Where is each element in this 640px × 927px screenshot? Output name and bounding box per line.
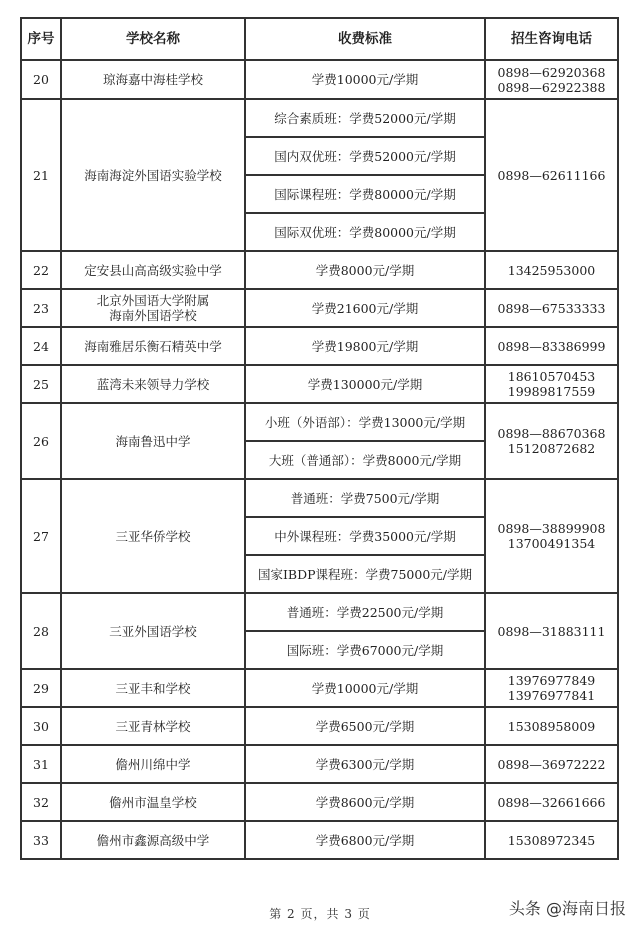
fee: 大班（普通部）：学费8000元/学期 <box>245 441 485 479</box>
phone: 0898—62922388 <box>497 79 606 95</box>
row-index: 20 <box>21 60 61 99</box>
fee: 学费6300元/学期 <box>245 745 485 783</box>
header-phone: 招生咨询电话 <box>485 18 618 60</box>
school-name: 儋州市温皇学校 <box>61 783 245 821</box>
page-number: 第 2 页，共 3 页 <box>269 907 371 921</box>
fee: 国家IBDP课程班：学费75000元/学期 <box>245 555 485 593</box>
phone: 13700491354 <box>507 536 596 551</box>
table-row <box>21 821 618 859</box>
table-row <box>21 783 618 821</box>
source-watermark: 头条 @海南日报 <box>508 899 626 918</box>
fee: 学费10000元/学期 <box>245 60 485 99</box>
school-name: 三亚青林学校 <box>61 707 245 745</box>
row-index: 24 <box>21 327 61 365</box>
phone-cell <box>485 745 618 783</box>
fee: 学费21600元/学期 <box>245 289 485 327</box>
row-index: 31 <box>21 745 61 783</box>
school-name: 三亚丰和学校 <box>61 669 245 707</box>
phone: 0898—88670368 <box>497 426 606 441</box>
fee: 学费10000元/学期 <box>245 669 485 707</box>
phone: 0898—62920368 <box>497 64 606 80</box>
school-name: 儋州市鑫源高级中学 <box>61 821 245 859</box>
phone-cell <box>485 365 618 403</box>
table-row <box>21 479 618 517</box>
phone: 0898—83386999 <box>497 338 606 354</box>
table-row <box>21 327 618 365</box>
phone-cell <box>485 251 618 289</box>
row-index: 21 <box>21 99 61 251</box>
fee: 国内双优班：学费52000元/学期 <box>245 137 485 175</box>
phone-cell <box>485 479 618 593</box>
school-name: 海南海淀外国语实验学校 <box>61 99 245 251</box>
row-index: 29 <box>21 669 61 707</box>
school-fee-table <box>20 17 619 860</box>
row-index: 23 <box>21 289 61 327</box>
phone-cell <box>485 289 618 327</box>
fee: 学费6500元/学期 <box>245 707 485 745</box>
phone-cell <box>485 99 618 251</box>
table-row <box>21 669 618 707</box>
fee: 小班（外语部）：学费13000元/学期 <box>245 403 485 441</box>
row-index: 27 <box>21 479 61 593</box>
table-row <box>21 99 618 137</box>
table-row <box>21 365 618 403</box>
phone: 15120872682 <box>507 441 596 456</box>
phone: 13976977849 <box>507 673 596 688</box>
header-index: 序号 <box>21 18 61 60</box>
phone: 18610570453 <box>507 369 596 384</box>
school-name: 定安县山高高级实验中学 <box>61 251 245 289</box>
header-school-name: 学校名称 <box>61 18 245 60</box>
phone-cell <box>485 403 618 479</box>
school-name: 海南雅居乐衡石精英中学 <box>61 327 245 365</box>
school-name-cell <box>61 289 245 327</box>
phone-cell <box>485 327 618 365</box>
table-row <box>21 251 618 289</box>
row-index: 30 <box>21 707 61 745</box>
table-row <box>21 745 618 783</box>
phone: 0898—62611166 <box>497 167 606 183</box>
school-name: 三亚外国语学校 <box>61 593 245 669</box>
phone: 13976977841 <box>507 688 596 703</box>
phone: 0898—36972222 <box>497 756 606 772</box>
phone-cell <box>485 593 618 669</box>
table-row <box>21 403 618 441</box>
row-index: 33 <box>21 821 61 859</box>
table-row <box>21 289 618 327</box>
header-fee-standard: 收费标准 <box>245 18 485 60</box>
phone: 13425953000 <box>507 262 596 278</box>
row-index: 28 <box>21 593 61 669</box>
phone: 19989817559 <box>507 384 596 399</box>
phone-cell <box>485 707 618 745</box>
table-row <box>21 593 618 631</box>
fee: 国际课程班：学费80000元/学期 <box>245 175 485 213</box>
school-name: 三亚华侨学校 <box>61 479 245 593</box>
row-index: 32 <box>21 783 61 821</box>
fee: 国际双优班：学费80000元/学期 <box>245 213 485 251</box>
table-row <box>21 707 618 745</box>
school-name: 琼海嘉中海桂学校 <box>61 60 245 99</box>
row-index: 26 <box>21 403 61 479</box>
school-name-line: 海南外国语学校 <box>109 308 197 323</box>
table-row <box>21 60 618 99</box>
phone: 15308958009 <box>507 718 596 734</box>
row-index: 22 <box>21 251 61 289</box>
phone: 15308972345 <box>507 832 596 848</box>
school-name: 海南鲁迅中学 <box>61 403 245 479</box>
fee: 学费6800元/学期 <box>245 821 485 859</box>
school-name: 蓝湾未来领导力学校 <box>61 365 245 403</box>
school-name-line: 北京外国语大学附属 <box>96 293 210 308</box>
fee: 普通班：学费22500元/学期 <box>245 593 485 631</box>
fee: 学费8600元/学期 <box>245 783 485 821</box>
fee: 综合素质班：学费52000元/学期 <box>245 99 485 137</box>
row-index: 25 <box>21 365 61 403</box>
phone-cell <box>485 669 618 707</box>
fee: 中外课程班：学费35000元/学期 <box>245 517 485 555</box>
fee: 国际班：学费67000元/学期 <box>245 631 485 669</box>
fee: 学费19800元/学期 <box>245 327 485 365</box>
phone-cell <box>485 60 618 99</box>
phone: 0898—38899908 <box>497 521 606 536</box>
fee: 学费8000元/学期 <box>245 251 485 289</box>
school-fee-table-container <box>20 17 617 860</box>
fee: 普通班：学费7500元/学期 <box>245 479 485 517</box>
school-name: 儋州川绵中学 <box>61 745 245 783</box>
phone-cell <box>485 821 618 859</box>
phone: 0898—32661666 <box>497 794 606 810</box>
phone: 0898—31883111 <box>497 623 606 639</box>
table-header-row <box>21 18 618 60</box>
fee: 学费130000元/学期 <box>245 365 485 403</box>
phone: 0898—67533333 <box>497 300 606 316</box>
phone-cell <box>485 783 618 821</box>
